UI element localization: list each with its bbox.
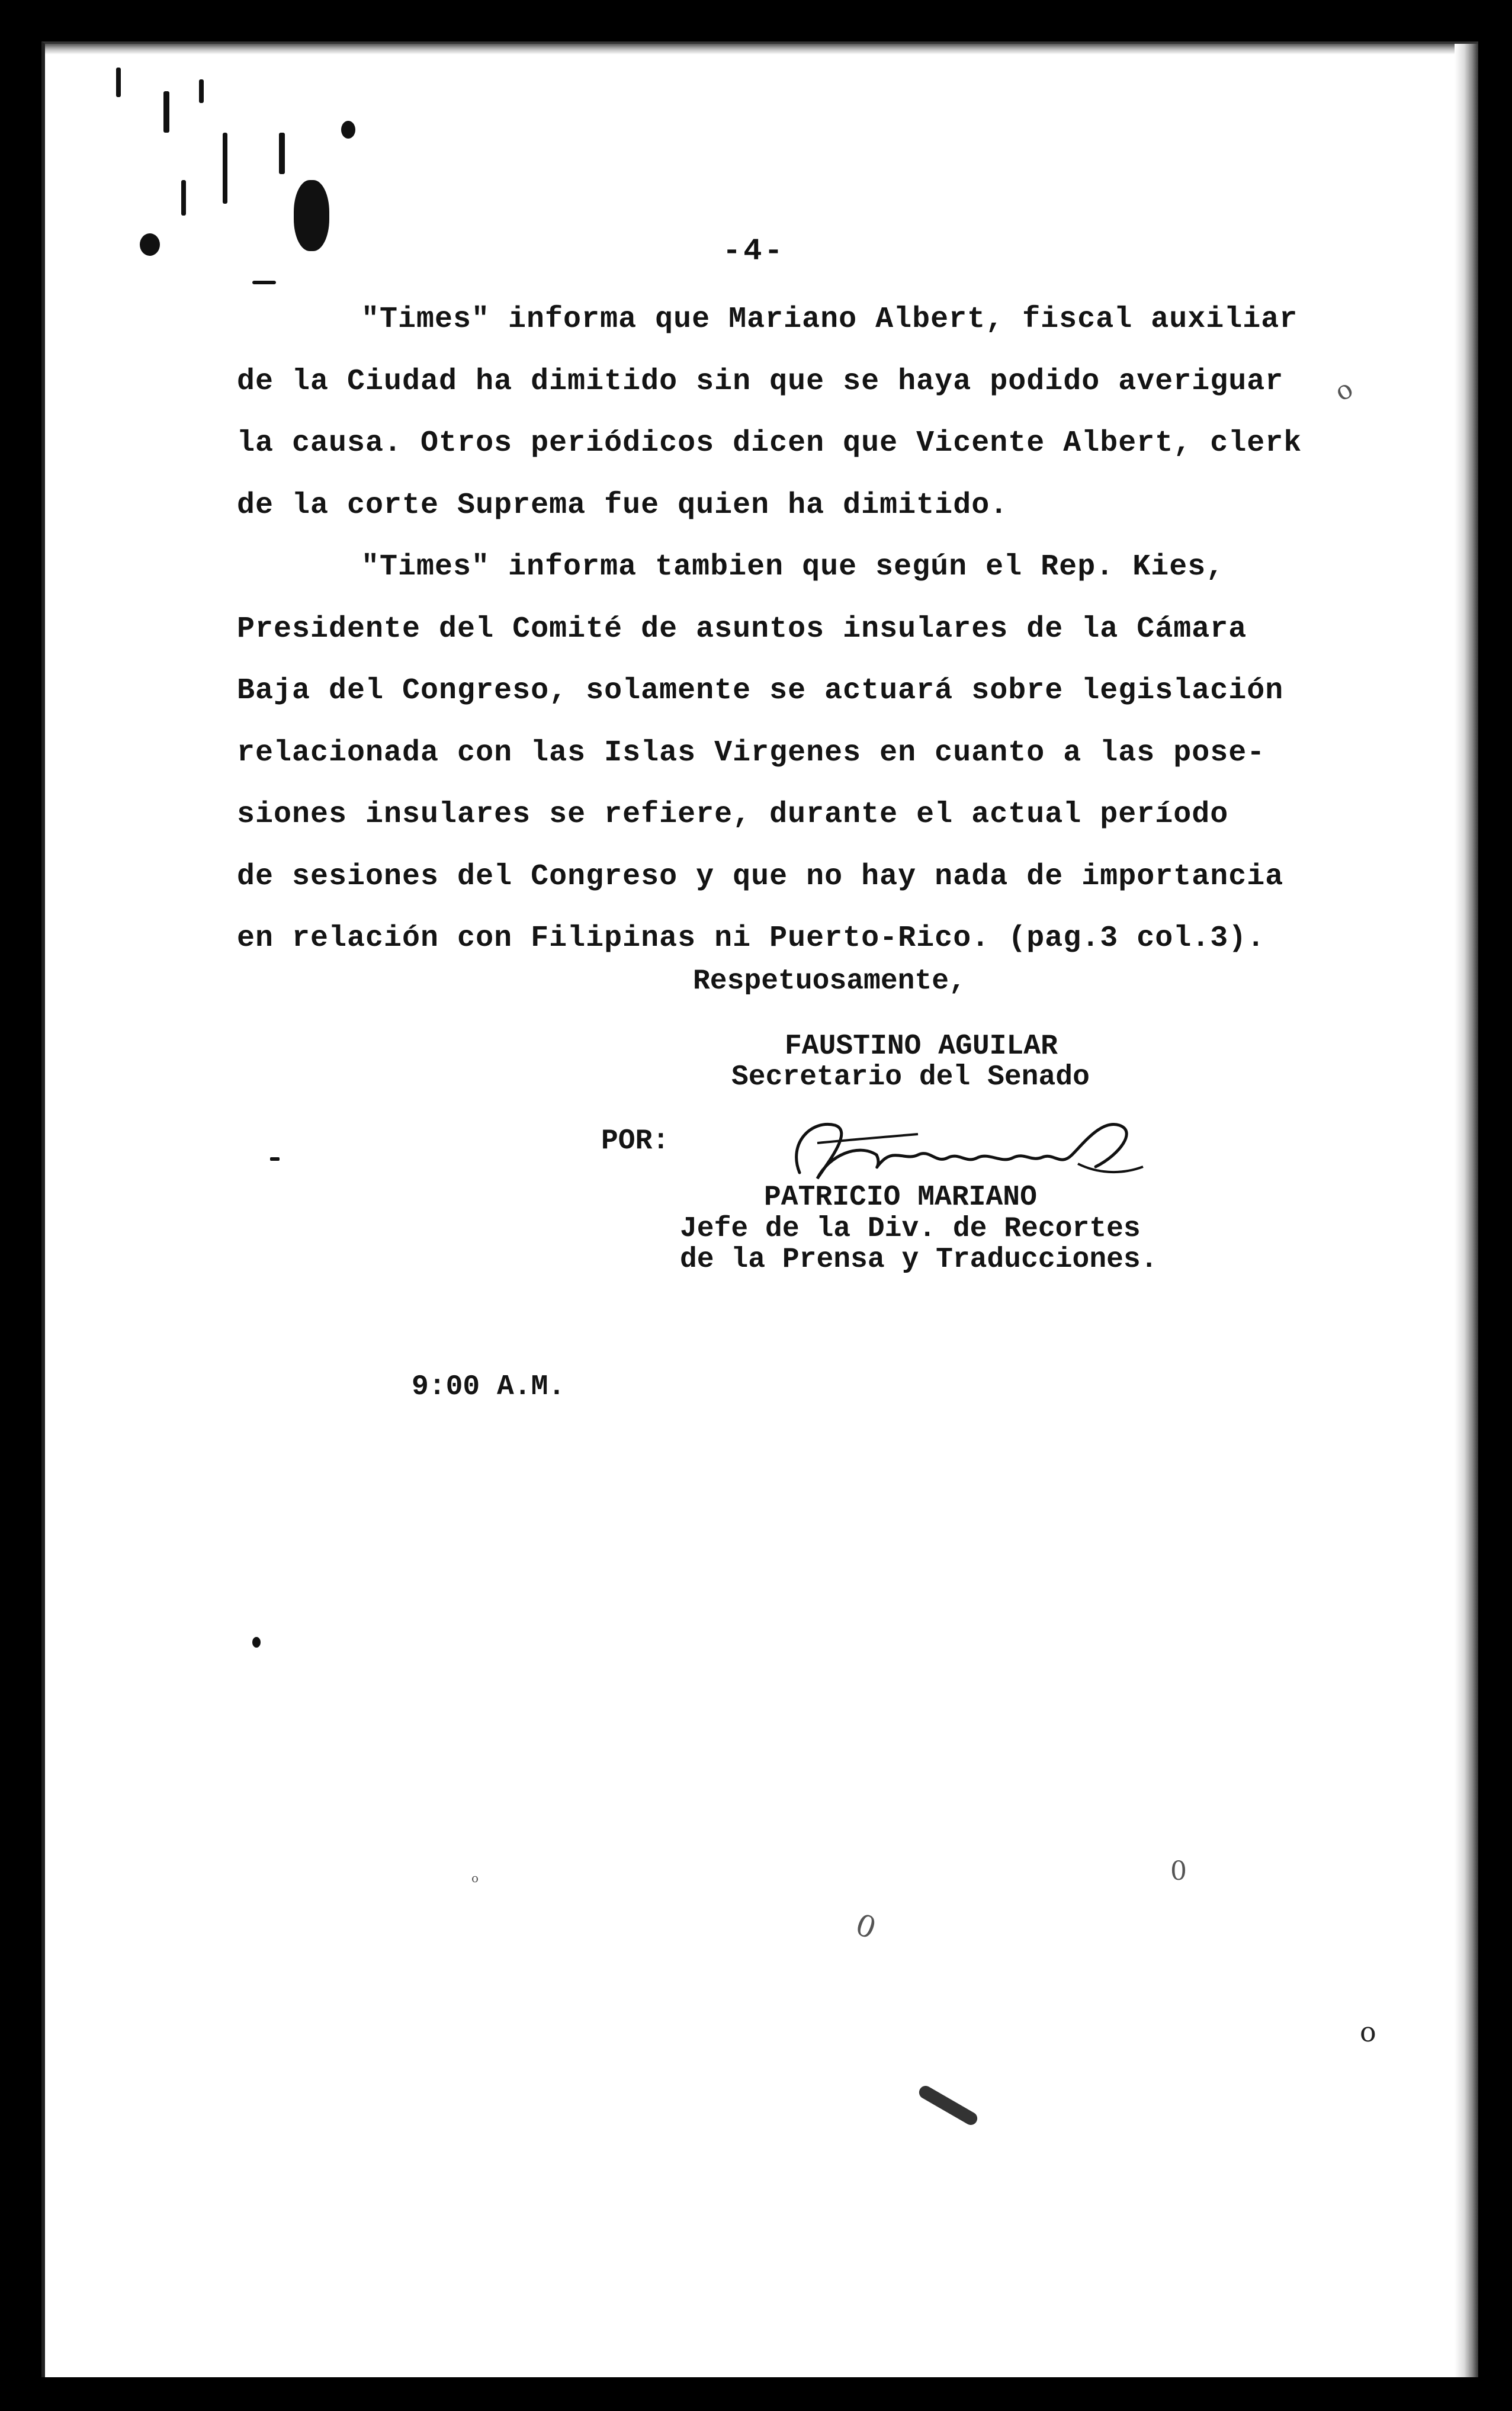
ink-speck: o	[1360, 2016, 1376, 2048]
signer-title: Secretario del Senado	[731, 1061, 1090, 1093]
ink-speck	[163, 91, 169, 133]
ink-speck	[252, 1637, 261, 1648]
punch-hole-mark	[140, 233, 160, 256]
paragraph-line: de la Ciudad ha dimitido sin que se haya podido averiguar	[237, 364, 1284, 399]
signer-name: FAUSTINO AGUILAR	[785, 1030, 1058, 1062]
deputy-name: PATRICIO MARIANO	[764, 1182, 1037, 1213]
closing-salutation: Respetuosamente,	[693, 965, 966, 997]
letter-body	[237, 289, 1309, 970]
ink-speck	[223, 133, 227, 204]
deputy-title-line: de la Prensa y Traducciones.	[680, 1244, 1158, 1276]
deputy-title-line: Jefe de la Div. de Recortes	[680, 1213, 1141, 1245]
paragraph-line: "Times" informa tambien que según el Rep. Kies,	[361, 550, 1225, 584]
ink-speck	[116, 68, 121, 97]
punch-hole-mark	[341, 121, 355, 139]
punch-hole-mark	[294, 180, 329, 251]
paragraph-line: en relación con Filipinas ni Puerto-Rico. (pag.3 col.3).	[237, 922, 1266, 955]
ink-speck: 0	[851, 1907, 881, 1946]
ink-speck	[270, 1157, 280, 1161]
page-number: -4-	[723, 234, 785, 269]
paragraph-line: la causa. Otros periódicos dicen que Vicente Albert, clerk	[237, 426, 1302, 460]
paragraph-line: Baja del Congreso, solamente se actuará sobre legislación	[237, 674, 1284, 708]
ink-speck: 0	[1170, 1856, 1187, 1886]
paragraph-line: de sesiones del Congreso y que no hay nada de importancia	[237, 859, 1284, 894]
ink-speck: o	[1330, 373, 1359, 408]
paragraph-line: relacionada con las Islas Virgenes en cuanto a las pose-	[237, 736, 1266, 770]
paragraph-line: Presidente del Comité de asuntos insulares de la Cámara	[237, 612, 1247, 646]
ink-speck	[279, 133, 285, 174]
ink-speck	[252, 281, 276, 284]
page-top-edge	[45, 44, 1478, 54]
time-stamp: 9:00 A.M.	[412, 1371, 566, 1403]
paragraph-line: siones insulares se refiere, durante el actual período	[237, 798, 1229, 832]
ink-speck	[917, 2083, 980, 2127]
page-right-edge	[1455, 44, 1478, 2377]
ink-speck	[199, 79, 204, 103]
ink-speck	[181, 180, 186, 216]
ink-speck: o	[471, 1871, 479, 1885]
paragraph-line: "Times" informa que Mariano Albert, fiscal auxiliar	[361, 303, 1298, 336]
paragraph-line: de la corte Suprema fue quien ha dimitido.	[237, 488, 1009, 522]
por-label: POR:	[601, 1125, 670, 1157]
